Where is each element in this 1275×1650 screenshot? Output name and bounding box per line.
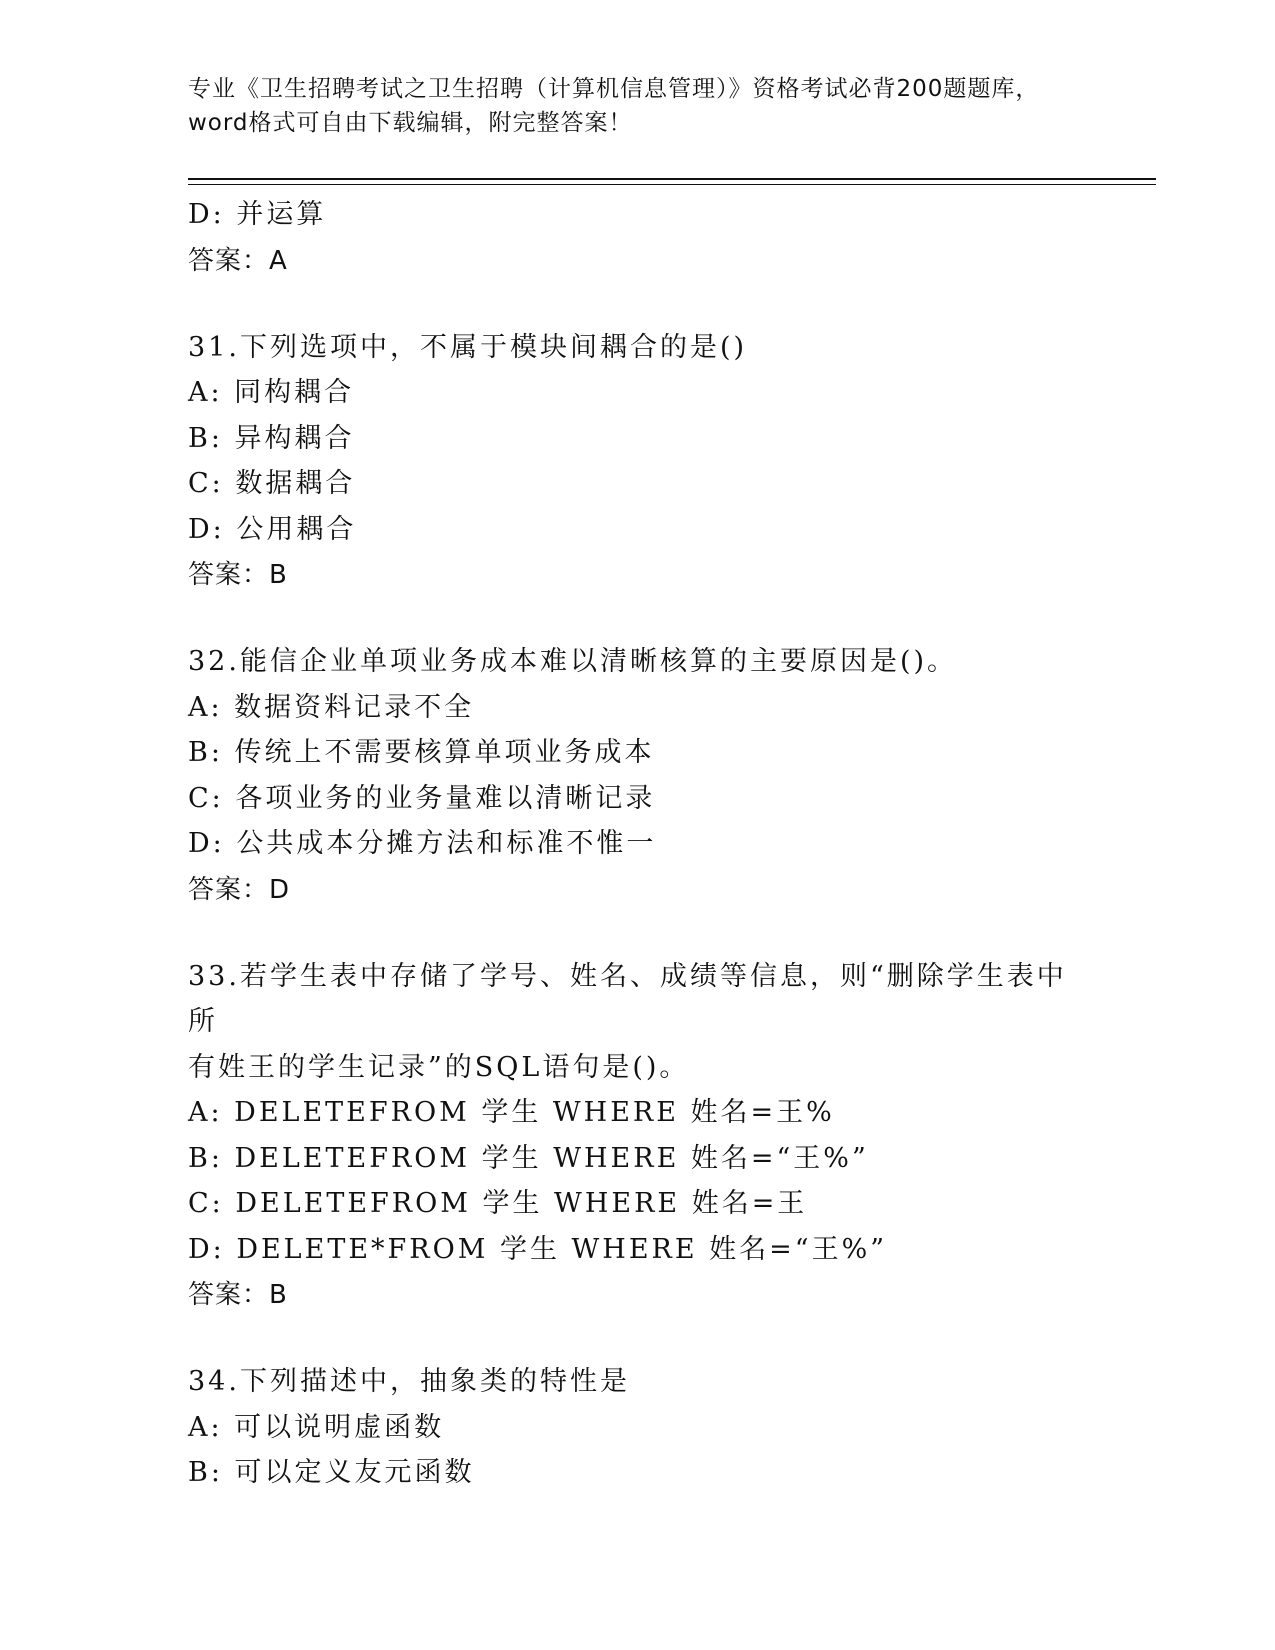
- option-c: C: DELETEFROM 学生 WHERE 姓名=王: [188, 1188, 808, 1219]
- option-a: A: 可以说明虚函数: [188, 1411, 445, 1443]
- answer-line: 答案：A: [188, 245, 288, 276]
- option-d: D: 公共成本分摊方法和标准不惟一: [188, 828, 657, 859]
- option-b: B: 可以定义友元函数: [188, 1457, 475, 1488]
- header-divider-thick: [188, 178, 1156, 180]
- option-d: D: 并运算: [188, 199, 327, 230]
- question-32: [188, 639, 1088, 913]
- document-header: [188, 72, 1088, 140]
- question-33: [188, 954, 1088, 1319]
- answer-line: 答案：D: [188, 874, 291, 905]
- question-stem: 32.能信企业单项业务成本难以清晰核算的主要原因是()。: [188, 646, 958, 677]
- option-b: B: DELETEFROM 学生 WHERE 姓名=“王%”: [188, 1142, 869, 1174]
- option-d: D: DELETE*FROM 学生 WHERE 姓名=“王%”: [188, 1233, 888, 1265]
- question-34: [188, 1359, 1088, 1496]
- answer-line: 答案：B: [188, 1280, 288, 1310]
- answer-line: 答案：B: [188, 560, 288, 590]
- header-title-line-1: 专业《卫生招聘考试之卫生招聘（计算机信息管理）》资格考试必背200题题库，: [188, 76, 1040, 102]
- option-a: A: DELETEFROM 学生 WHERE 姓名=王%: [188, 1097, 835, 1128]
- option-c: C: 各项业务的业务量难以清晰记录: [188, 782, 656, 814]
- question-stem: 31.下列选项中，不属于模块间耦合的是(): [188, 331, 748, 363]
- question-31: [188, 325, 1088, 599]
- option-a: A: 同构耦合: [188, 377, 355, 408]
- question-stem-line-1: 33.若学生表中存储了学号、姓名、成绩等信息，则“删除学生表中所: [188, 960, 1067, 1037]
- question-stem: 34.下列描述中，抽象类的特性是: [188, 1366, 630, 1397]
- question-stem-line-2: 有姓王的学生记录”的SQL语句是()。: [188, 1051, 690, 1083]
- option-d: D: 公用耦合: [188, 513, 357, 545]
- header-divider-thin: [188, 184, 1156, 185]
- question-list: [188, 192, 1088, 1496]
- option-b: B: 传统上不需要核算单项业务成本: [188, 737, 655, 768]
- option-c: C: 数据耦合: [188, 468, 356, 499]
- previous-question-tail: [188, 192, 1088, 284]
- option-b: B: 异构耦合: [188, 422, 355, 454]
- header-title-line-2: word格式可自由下载编辑，附完整答案！: [188, 110, 633, 136]
- option-a: A: 数据资料记录不全: [188, 691, 475, 723]
